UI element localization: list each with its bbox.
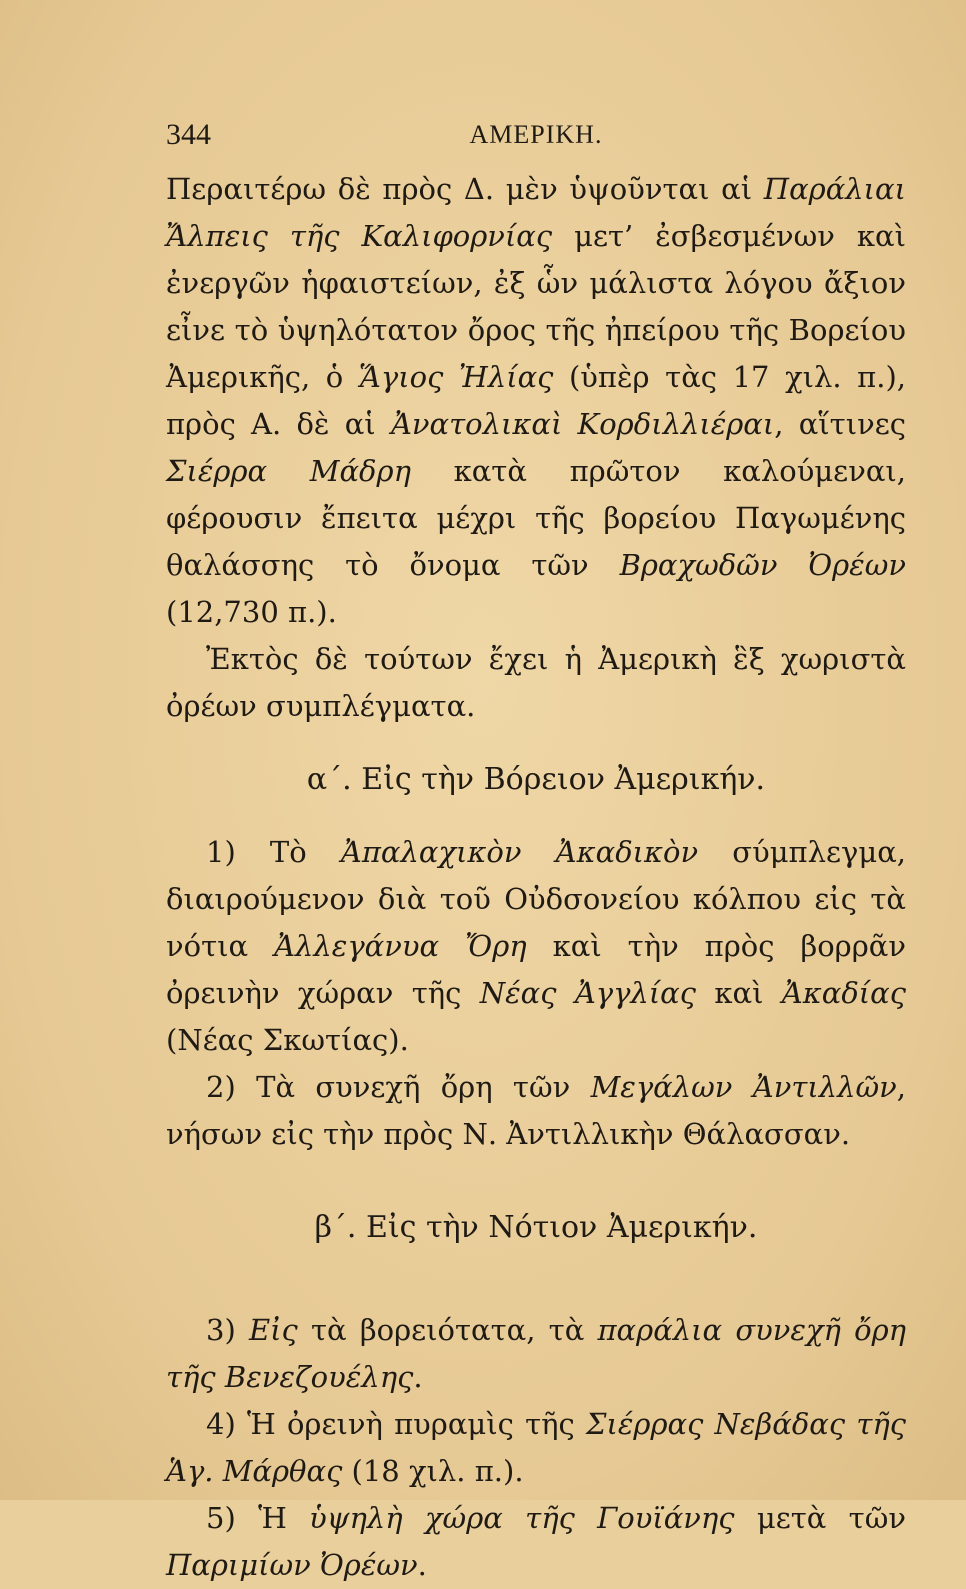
italic-place-name: Βραχωδῶν Ὀρέων	[619, 548, 907, 582]
paragraph-western-mountains	[166, 166, 906, 636]
text-run: κατὰ πρῶτον καλούμεναι, φέρουσιν ἔπειτα μέχρι τῆς βορείου Παγωμένης θαλάσσης τὸ ὄνομα τῶν	[166, 454, 906, 582]
italic-place-name: παράλια συνεχῆ ὄρη τῆς Βενεζουέλης	[166, 1313, 906, 1394]
text-run: (18 χιλ. π.).	[342, 1454, 524, 1488]
text-run: καὶ	[696, 976, 782, 1010]
text-run: .	[417, 1548, 427, 1582]
italic-place-name: Ἀπαλαχικὸν Ἀκαδικὸν	[340, 835, 699, 869]
text-run: Περαιτέρω δὲ πρὸς Δ. μὲν ὑψοῦνται αἱ	[166, 172, 764, 206]
list-item-4	[166, 1401, 906, 1495]
italic-place-name: Ἅγιος Ἠλίας	[358, 360, 554, 394]
spacer	[166, 1158, 906, 1204]
text-run: 1) Τὸ	[206, 835, 341, 869]
italic-word: Εἰς	[248, 1313, 298, 1347]
text-run: μετὰ τῶν	[734, 1501, 906, 1535]
list-item-2	[166, 1064, 906, 1158]
text-run: 4) Ἡ ὀρεινὴ πυραμὶς τῆς	[206, 1407, 586, 1441]
text-run: .	[413, 1360, 423, 1394]
italic-place-name: ὑψηλὴ χώρα τῆς Γουϊάνης	[309, 1501, 735, 1535]
italic-place-name: Ἀκαδίας	[781, 976, 906, 1010]
italic-place-name: Νέας Ἀγγλίας	[479, 976, 697, 1010]
italic-place-name: Σιέρρα Μάδρη	[166, 454, 411, 488]
text-run: 5) Ἡ	[206, 1501, 310, 1535]
section-heading-south-america: β΄. Εἰς τὴν Νότιον Ἀμερικήν.	[314, 1210, 758, 1245]
text-run: , αἵτινες	[774, 407, 906, 441]
section-heading-north-america: α΄. Εἰς τὴν Βόρειον Ἀμερικήν.	[306, 762, 766, 797]
text-run: μετ’ ἐσβεσμένων καὶ ἐνεργῶν ἡφαιστείων, ἐξ ὧν μάλιστα λόγου ἄξιον εἶνε τὸ ὑψηλότατον ὄρος τῆς ἠπείρου τῆς Βορείου Ἀμερικῆς, ὁ	[166, 219, 906, 394]
text-run: τὰ βορειότατα, τὰ	[297, 1313, 598, 1347]
text-run: 3)	[206, 1313, 249, 1347]
paragraph-six-systems: Ἐκτὸς δὲ τούτων ἔχει ἡ Ἀμερικὴ ἓξ χωριστὰ ὀρέων συμπλέγματα.	[166, 642, 906, 723]
page-body	[166, 166, 906, 1589]
text-run: (12,730 π.).	[166, 595, 337, 629]
text-run: 2) Τὰ συνεχῆ ὄρη τῶν	[206, 1070, 591, 1104]
running-title: ΑΜΕΡΙΚΗ.	[469, 120, 603, 149]
italic-place-name: Ἀνατολικαὶ Κορδιλλιέραι	[390, 407, 775, 441]
text-run: σύμπλεγμα, διαιρούμενον διὰ τοῦ Οὐδσονείου κόλπου εἰς τὰ νότια	[166, 835, 906, 963]
page-header	[166, 118, 906, 158]
text-run: (ὑπὲρ τὰς 17 χιλ. π.), πρὸς Α. δὲ αἱ	[166, 360, 906, 441]
italic-place-name: Σιέρρας Νεβάδας τῆς Ἁγ. Μάρθας	[166, 1407, 906, 1488]
italic-place-name: Μεγάλων Ἀντιλλῶν	[590, 1070, 897, 1104]
spacer	[166, 803, 906, 829]
text-run: καὶ τὴν πρὸς βορρᾶν ὀρεινὴν χώραν τῆς	[166, 929, 906, 1010]
spacer	[166, 730, 906, 756]
italic-place-name: Ἀλλεγάνυα Ὄρη	[274, 929, 527, 963]
spacer	[166, 1251, 906, 1307]
list-item-3	[166, 1307, 906, 1401]
italic-place-name: Παριμίων Ὀρέων	[166, 1548, 418, 1582]
list-item-5	[166, 1495, 906, 1589]
page-number: 344	[166, 118, 211, 151]
italic-place-name: Παράλιαι Ἄλπεις τῆς Καλιφορνίας	[166, 172, 906, 253]
text-run: (Νέας Σκωτίας).	[166, 1023, 409, 1057]
list-item-1	[166, 829, 906, 1064]
text-run: , νήσων εἰς τὴν πρὸς Ν. Ἀντιλλικὴν Θάλασσαν.	[166, 1070, 906, 1151]
